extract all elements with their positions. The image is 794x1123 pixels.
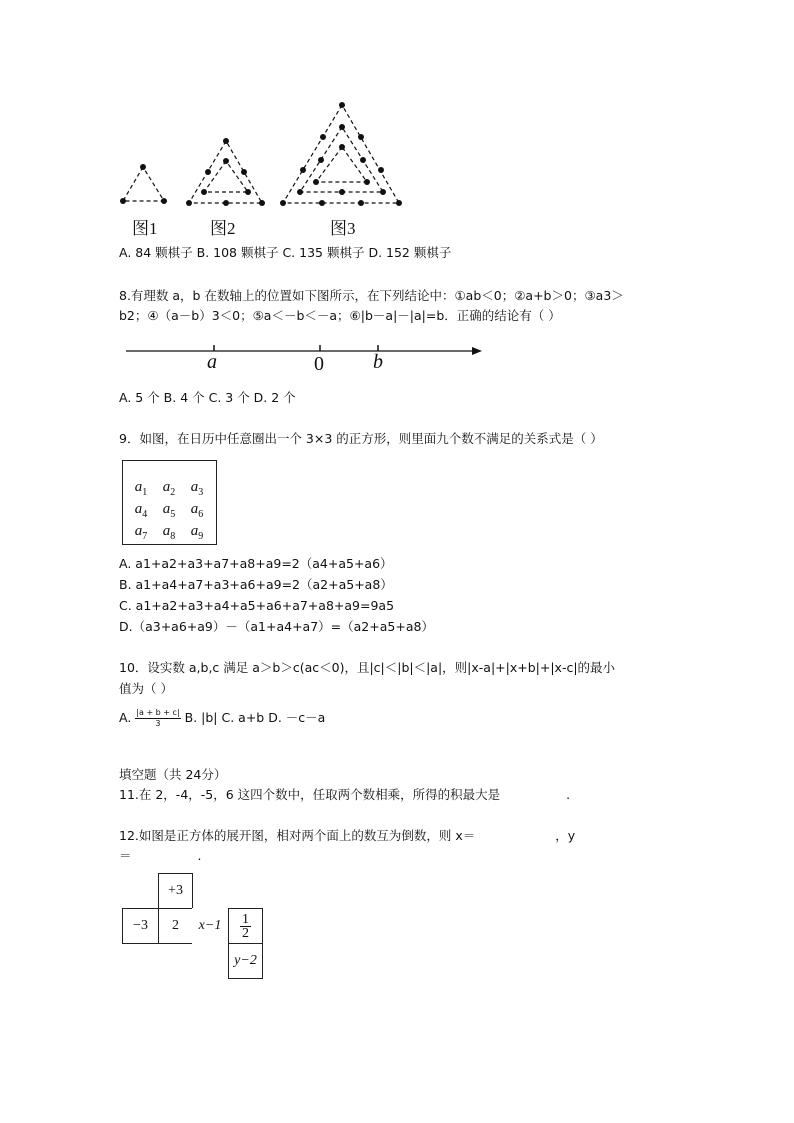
number-line [120, 335, 490, 385]
figure-label-3: 图3 [330, 219, 356, 238]
grid-cell: $a_4$ [134, 501, 148, 520]
q9-option-a: A. a1+a2+a3+a7+a8+a9=2（a4+a5+a6） [119, 556, 393, 571]
grid-cell: $a_9$ [190, 523, 204, 542]
figure-label-1: 图1 [132, 219, 158, 238]
q9-option-d: D.（a3+a6+a9）－（a1+a4+a7）=（a2+a5+a8） [119, 619, 434, 634]
q10-stem-line1: 10．设实数 a,b,c 满足 a＞b＞c(ac＜0)，且|c|＜|b|＜|a|，则|x-a|+|x+b|+|x-c|的最小 [119, 660, 616, 675]
calendar-grid [122, 460, 217, 545]
axis-label-a: a [207, 351, 217, 373]
triangle-figures [110, 95, 420, 220]
net-face-top: +3 [158, 873, 193, 909]
section-title: 填空题（共 24分） [119, 767, 227, 782]
q8-options: A. 5 个 B. 4 个 C. 3 个 D. 2 个 [119, 390, 296, 405]
axis-label-zero: 0 [314, 353, 324, 375]
net-face-3: x−1 [192, 908, 229, 944]
q10-options [119, 708, 325, 729]
q11-stem: 11.在 2，-4，-5，6 这四个数中，任取两个数相乘，所得的积最大是 . [119, 787, 571, 802]
grid-cell: $a_5$ [162, 501, 176, 520]
grid-cell: $a_7$ [134, 523, 148, 542]
q10-options-rest: B. |b| C. a+b D. －c－a [184, 710, 326, 725]
cube-net [120, 873, 266, 981]
figure-label-2: 图2 [210, 219, 236, 238]
q12-stem-line2: ＝ . [119, 848, 202, 863]
net-face-4: $\frac{1}{2}$ [228, 908, 263, 944]
q9-option-b: B. a1+a4+a7+a3+a6+a9=2（a2+a5+a8） [119, 577, 393, 592]
grid-cell: $a_8$ [162, 523, 176, 542]
q10-option-a-prefix: A. [119, 710, 132, 725]
q9-stem: 9．如图，在日历中任意圈出一个 3×3 的正方形，则里面九个数不满足的关系式是（ ） [119, 431, 603, 446]
q8-stem-line1: 8.有理数 a，b 在数轴上的位置如下图所示，在下列结论中：①ab＜0；②a+b＞0；③a3＞ [119, 288, 624, 303]
q10-option-a-fraction: $\frac{|a + b + c|}{3}$ [136, 708, 180, 728]
q9-option-c: C. a1+a2+a3+a4+a5+a6+a7+a8+a9=9a5 [119, 598, 395, 613]
net-face-bottom: y−2 [228, 943, 263, 979]
q8-stem-line2: b2；④（a－b）3＜0；⑤a＜－b＜－a；⑥|b－a|－|a|=b．正确的结论有（ ） [119, 308, 561, 323]
net-face-2: 2 [158, 908, 193, 944]
q12-stem-line1: 12.如图是正方体的展开图，相对两个面上的数互为倒数，则 x＝ ，y [119, 828, 576, 843]
q10-stem-line2: 值为（ ） [119, 681, 173, 696]
net-face-1: −3 [122, 908, 159, 944]
grid-cell: $a_6$ [190, 501, 204, 520]
axis-label-b: b [373, 351, 383, 373]
grid-cell: $a_2$ [162, 479, 176, 498]
q7-options: A. 84 颗棋子 B. 108 颗棋子 C. 135 颗棋子 D. 152 颗棋子 [119, 245, 452, 260]
grid-cell: $a_1$ [134, 479, 148, 498]
grid-cell: $a_3$ [190, 479, 204, 498]
